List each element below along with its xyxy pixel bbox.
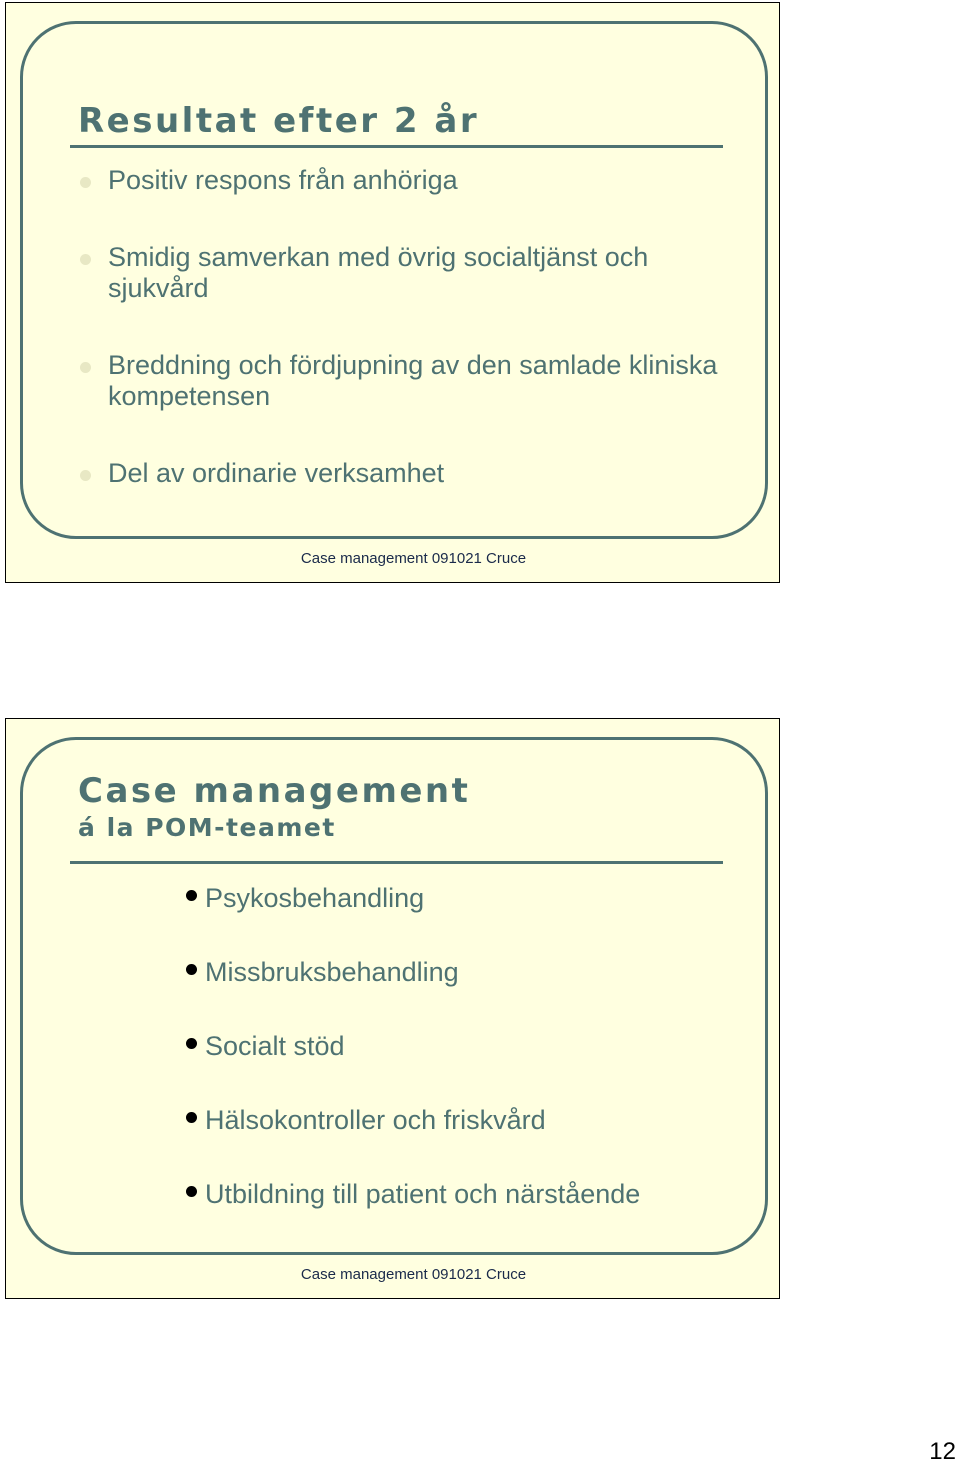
bullet-text: Del av ordinarie verksamhet [108, 458, 445, 488]
slide-2 [5, 718, 780, 1299]
bullet-text: Smidig samverkan med övrig socialtjänst och sjukvård [108, 242, 649, 303]
bullet-text: Positiv respons från anhöriga [108, 165, 458, 195]
bullet-text: Utbildning till patient och närstående [205, 1179, 641, 1209]
page-number: 12 [929, 1438, 956, 1465]
bullet-dot-icon [186, 964, 197, 975]
bullet-list [186, 882, 746, 1252]
bullet-dot-icon [80, 470, 91, 481]
bullet-dot-icon [80, 254, 91, 265]
bullet-dot-icon [80, 362, 91, 373]
bullet-dot-icon [80, 177, 91, 188]
list-item [186, 882, 746, 914]
slide-title: Resultat efter 2 år [78, 101, 480, 141]
bullet-dot-icon [186, 1186, 197, 1197]
bullet-text: Socialt stöd [205, 1031, 345, 1061]
list-item [186, 1104, 746, 1136]
bullet-text: Missbruksbehandling [205, 957, 459, 987]
slide-subtitle: á la POM-teamet [78, 813, 336, 842]
slide-title: Case management [78, 771, 471, 811]
bullet-dot-icon [186, 1038, 197, 1049]
list-item [186, 1178, 746, 1210]
list-item [186, 1030, 746, 1062]
bullet-text: Psykosbehandling [205, 883, 425, 913]
bullet-text: Hälsokontroller och friskvård [205, 1105, 546, 1135]
bullet-dot-icon [186, 890, 197, 901]
list-item [80, 350, 720, 412]
bullet-dot-icon [186, 1112, 197, 1123]
slide-footer: Case management 091021 Cruce [300, 550, 527, 567]
slide-1 [5, 2, 780, 583]
title-underline [70, 861, 723, 864]
bullet-list [80, 165, 720, 535]
list-item [80, 242, 720, 304]
list-item [186, 956, 746, 988]
bullet-text: Breddning och fördjupning av den samlade kliniska kompetensen [108, 350, 718, 411]
slide-footer: Case management 091021 Cruce [300, 1266, 527, 1283]
list-item [80, 458, 720, 489]
title-underline [70, 145, 723, 148]
list-item [80, 165, 720, 196]
